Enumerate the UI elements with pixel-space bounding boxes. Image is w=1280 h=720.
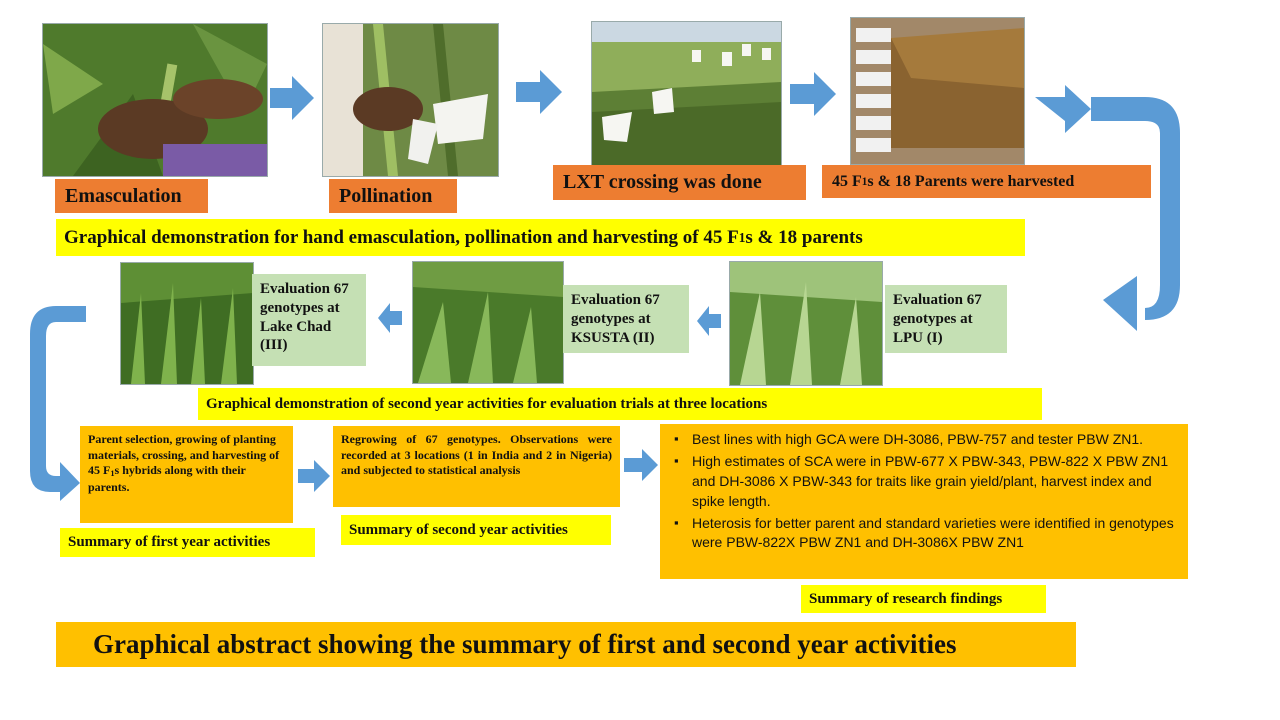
harvest-photo	[850, 17, 1025, 165]
arrow-left-icon	[378, 303, 402, 333]
arrow-right-icon	[624, 449, 658, 481]
second-year-demo-caption: Graphical demonstration of second year activities for evaluation trials at three locations	[198, 388, 1042, 420]
lake-chad-evaluation-label: Evaluation 67 genotypes at Lake Chad (III)	[252, 274, 366, 366]
pollination-label: Pollination	[329, 179, 457, 213]
first-year-summary-label: Summary of first year activities	[60, 528, 315, 557]
lxt-crossing-photo	[591, 21, 782, 166]
graphical-abstract-title: Graphical abstract showing the summary of first and second year activities	[56, 622, 1076, 667]
first-year-demo-caption: Graphical demonstration for hand emasculation, pollination and harvesting of 45 F 1 s & 18 parents	[56, 219, 1025, 256]
research-findings-label: Summary of research findings	[801, 585, 1046, 613]
curved-arrow-down-icon	[1035, 85, 1195, 345]
lake-chad-field-photo	[120, 262, 254, 385]
arrow-right-icon	[516, 70, 562, 114]
first-year-summary-box: Parent selection, growing of planting materials, crossing, and harvesting of 45 $F_1s$ hybrids along with their parents.	[80, 426, 293, 523]
emasculation-label: Emasculation	[55, 179, 208, 213]
second-year-summary-label: Summary of second year activities	[341, 515, 611, 545]
finding-item: ▪ Best lines with high GCA were DH-3086, PBW-757 and tester PBW ZN1.	[666, 430, 1180, 450]
lpu-evaluation-label: Evaluation 67 genotypes at LPU (I)	[885, 285, 1007, 353]
ksusta-evaluation-label: Evaluation 67 genotypes at KSUSTA (II)	[563, 285, 689, 353]
arrow-left-icon	[697, 306, 721, 336]
finding-item: ▪ High estimates of SCA were in PBW-677 X PBW-343, PBW-822 X PBW ZN1 and DH-3086 X PBW-343 for traits like grain yield/plant, harvest index and spike length.	[666, 452, 1180, 512]
arrow-right-icon	[270, 76, 314, 120]
lpu-field-photo	[729, 261, 883, 386]
ksusta-field-photo	[412, 261, 564, 384]
second-year-summary-box: Regrowing of 67 genotypes. Observations were recorded at 3 locations (1 in India and 2 in Nigeria) and subjected to statistical analysis	[333, 426, 620, 507]
harvest-label: 45 F 1 s & 18 Parents were harvested	[822, 165, 1151, 198]
research-findings-box	[660, 424, 1188, 579]
pollination-photo	[322, 23, 499, 177]
lxt-crossing-label: LXT crossing was done	[553, 165, 806, 200]
arrow-right-icon	[298, 460, 330, 492]
finding-item: ▪ Heterosis for better parent and standard varieties were identified in genotypes were PBW-822X PBW ZN1 and DH-3086X PBW ZN1	[666, 514, 1180, 554]
emasculation-photo	[42, 23, 268, 177]
arrow-right-icon	[790, 72, 836, 116]
